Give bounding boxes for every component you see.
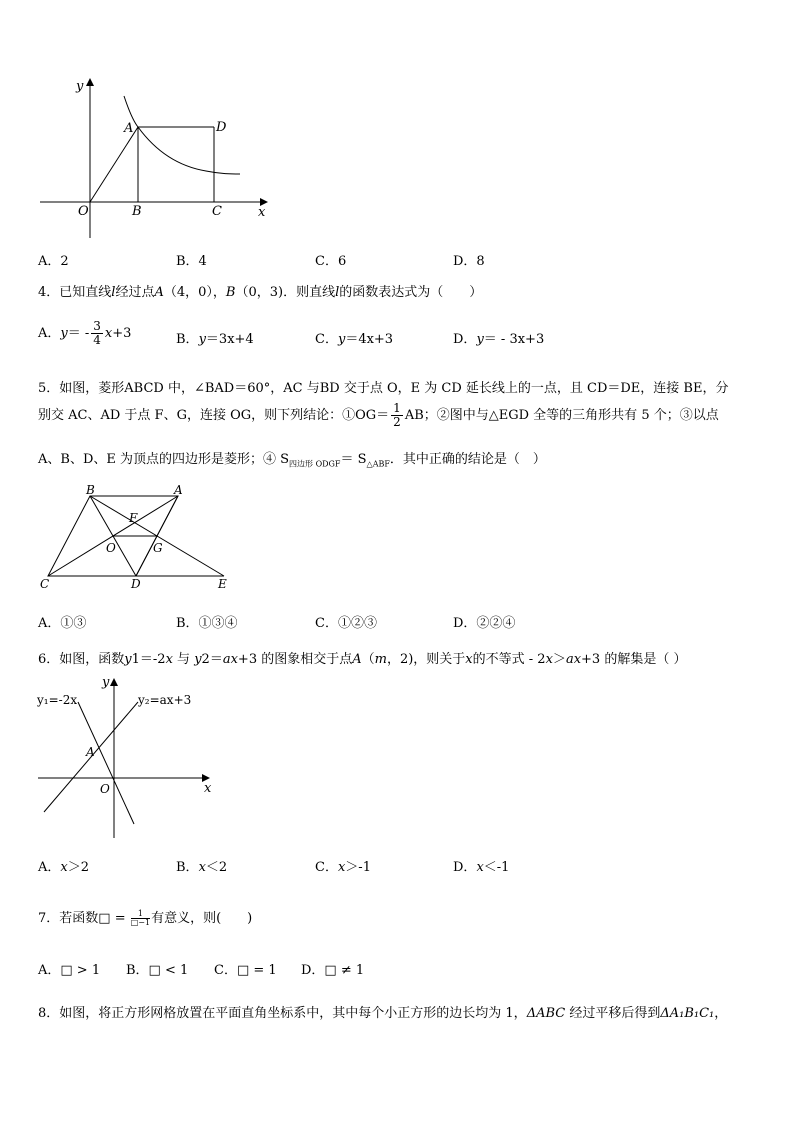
q6-option-d[interactable]: D．x＜-1 [453, 860, 510, 875]
fig1-label-y: y [76, 79, 84, 94]
q3-option-a[interactable]: A．2 [38, 254, 69, 269]
q7-option-d[interactable]: D．□ ≠ 1 [301, 963, 365, 978]
q7-fraction: $\frac{1}{□-1}$ [130, 909, 151, 927]
q6-option-a[interactable]: A．x＞2 [38, 860, 90, 875]
fig1-hyperbola [124, 96, 240, 174]
q7-option-c[interactable]: C．□ = 1 [214, 963, 277, 978]
fig1-label-c: C [212, 204, 222, 219]
figure-two-lines [34, 672, 224, 842]
q5-option-b[interactable]: B．①③④ [176, 616, 238, 631]
q4-option-c[interactable]: C．y＝4x+3 [315, 332, 394, 347]
fig1-label-a: A [124, 121, 134, 136]
fig1-y-arrow [86, 78, 94, 86]
q4-fraction: $\frac{3}{4}$ [93, 319, 101, 347]
q5-label-e: E [218, 577, 227, 591]
q5-stem-line1: 5．如图，菱形ABCD 中，∠BAD＝60°，AC 与BD 交于点 O，E 为 CD 延长线上的一点，且 CD＝DE，连接 BE，分 [38, 381, 729, 396]
q5-label-b: B [86, 484, 95, 497]
q5-label-f: F [129, 511, 138, 525]
q3-option-b[interactable]: B．4 [176, 254, 207, 269]
q5-label-c: C [40, 577, 50, 591]
q8-stem: 8．如图，将正方形网格放置在平面直角坐标系中，其中每个小正方形的边长均为 1，ΔABC 经过平移后得到ΔA₁B₁C₁， [38, 1006, 728, 1021]
q5-option-c[interactable]: C．①②③ [315, 616, 377, 631]
q4-option-d[interactable]: D．y＝ - 3x+3 [453, 332, 545, 347]
q6-option-b[interactable]: B．x＜2 [176, 860, 228, 875]
figure-rhombus [36, 484, 236, 594]
q5-stem-line2: 别交 AC、AD 于点 F、G，连接 OG，则下列结论：①OG＝ $\frac{1}{2}$ AB；②图中与△EGD 全等的三角形共有 5 个；③以点 [38, 401, 719, 429]
fig1-label-x: x [258, 205, 266, 220]
q3-option-d[interactable]: D．8 [453, 254, 485, 269]
q5-fraction: $\frac{1}{2}$ [393, 401, 401, 429]
fig1-label-b: B [132, 204, 142, 219]
q5-option-a[interactable]: A．①③ [38, 616, 87, 631]
q6-label-x: x [204, 781, 212, 796]
q6-option-c[interactable]: C．x＞-1 [315, 860, 371, 875]
q6-stem: 6．如图，函数y1＝-2x 与 y2＝ax+3 的图象相交于点A（m，2)，则关于x的不等式 - 2x＞ax+3 的解集是（ ） [38, 652, 687, 667]
q4-option-b[interactable]: B．y＝3x+4 [176, 332, 254, 347]
q6-y-arrow [110, 678, 118, 686]
q6-label-a: A [86, 745, 95, 759]
fig1-segment-oa [90, 127, 138, 202]
q7-stem: 7．若函数□ = $\frac{1}{□-1}$ 有意义，则( ) [38, 909, 253, 927]
q6-label-y: y [102, 675, 110, 690]
q5-label-o: O [106, 541, 116, 555]
q5-label-d: D [131, 577, 141, 591]
fig1-label-o: O [78, 204, 89, 219]
q6-label-y1: y₁=-2x [37, 693, 78, 707]
q4-stem: 4．已知直线l经过点A（4，0），B（0，3)．则直线l的函数表达式为（ ） [38, 285, 483, 300]
q3-option-c[interactable]: C．6 [315, 254, 347, 269]
q5-option-d[interactable]: D．②②④ [453, 616, 516, 631]
q6-label-o: O [100, 782, 110, 796]
fig1-label-d: D [216, 120, 227, 135]
q4-option-a[interactable]: A．y＝ - $\frac{3}{4}$ x+3 [38, 319, 132, 347]
q5-label-g: G [153, 541, 163, 555]
q5-label-a: A [174, 484, 183, 497]
q7-option-b[interactable]: B．□ < 1 [126, 963, 189, 978]
figure-hyperbola-rectangle [36, 74, 276, 244]
q7-option-a[interactable]: A．□ > 1 [38, 963, 101, 978]
q5-stem-line3: A、B、D、E 为顶点的四边形是菱形；④ $S_{四边形 ODGF}= S_{\triangle ABF}$．其中正确的结论是（ ） [38, 452, 546, 469]
q6-label-y2: y₂=ax+3 [138, 693, 192, 707]
